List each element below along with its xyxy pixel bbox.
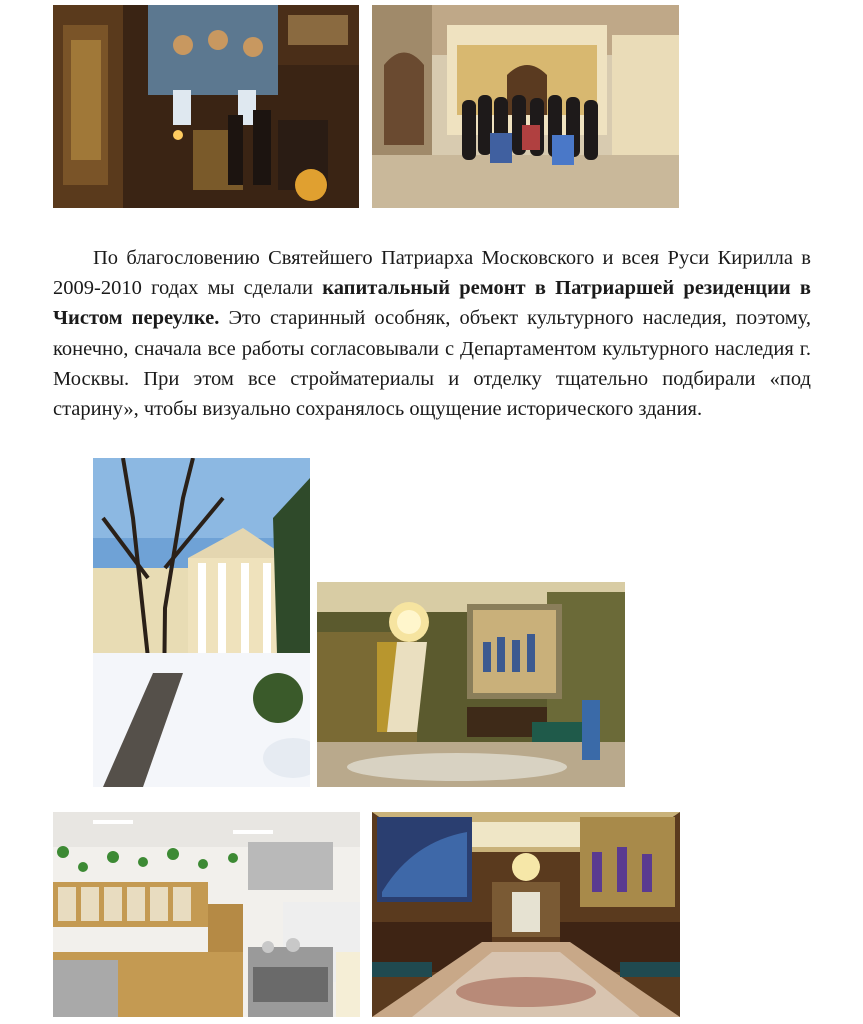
hall-chandelier-photo xyxy=(317,582,625,787)
body-paragraph xyxy=(53,243,811,424)
church-interior-photo xyxy=(53,5,359,208)
residence-exterior-winter-photo xyxy=(93,458,310,787)
kitchen-photo xyxy=(53,812,360,1017)
paragraph-rest: Это старинный особняк, объект культурного наследия, поэтому, конечно, сначала все работы согласовывали с Департаментом культурного наследия г. Москвы. При этом все стройматериалы и отделку тщательно подбирали «под старину», чтобы визуально сохранялось ощущение исторического здания. xyxy=(53,307,811,421)
grand-hall-photo xyxy=(372,812,680,1017)
group-photo-iconostasis xyxy=(372,5,679,208)
paragraph-bold: капитальный ремонт в Патриаршей резиденции в Чистом переулке. xyxy=(53,277,812,330)
paragraph-intro: По благословению Святейшего Патриарха Московского и всея Руси Кирилла в 2009-2010 годах мы сделали xyxy=(53,247,811,300)
